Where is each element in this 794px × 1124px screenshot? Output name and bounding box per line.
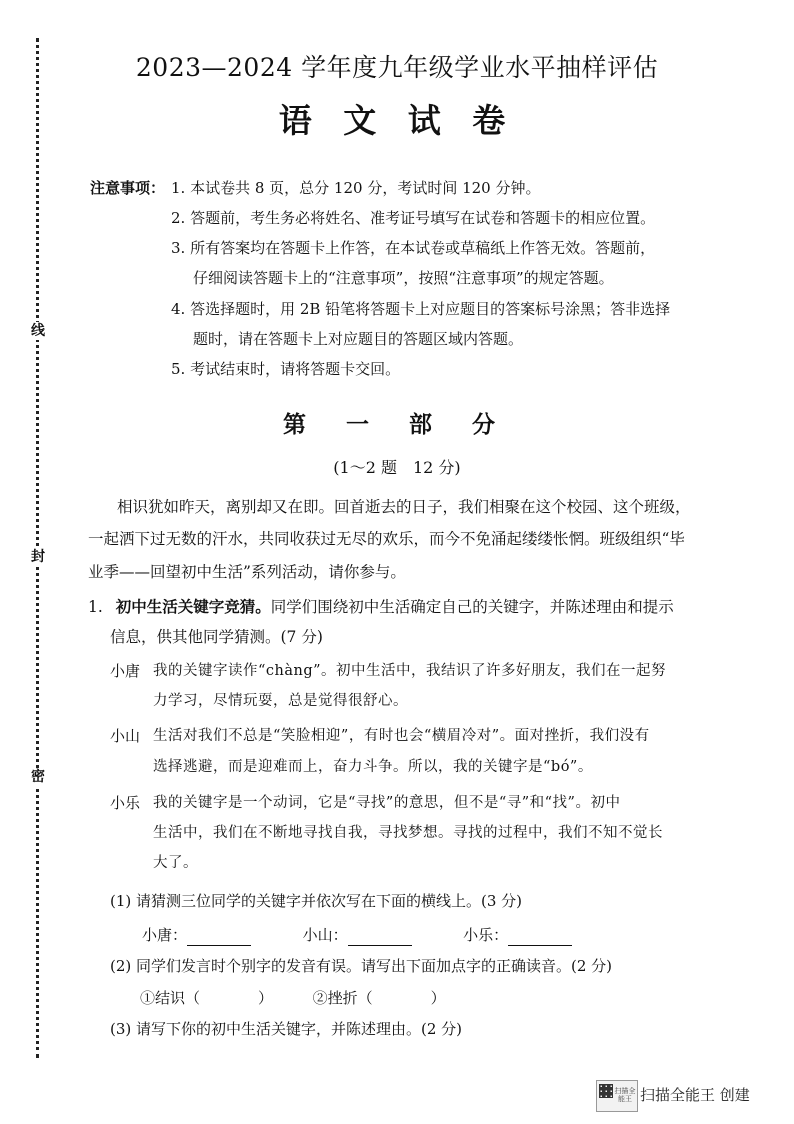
blank-label-xiaoshan: 小山：	[302, 926, 348, 944]
notice-item-1: 1. 本试卷共 8 页，总分 120 分，考试时间 120 分钟。	[171, 179, 541, 197]
logo-text: 扫描全能王	[614, 1087, 636, 1103]
footer-caption: 扫描全能王 创建	[640, 1086, 750, 1104]
speech-line: 大了。	[153, 855, 198, 871]
intro-line-2: 一起洒下过无数的汗水，共同收获过无尽的欢乐，而今不免涌起缕缕怅惘。班级组织“毕	[88, 530, 685, 548]
speech-line: 生活对我们不总是“笑脸相迎”，有时也会“横眉冷对”。面对挫折，我们没有	[153, 728, 650, 744]
pinyin-close-1: ）	[258, 989, 274, 1007]
binding-mark-mi: 密	[31, 769, 45, 785]
pinyin-blanks	[140, 987, 446, 1009]
notice-item-4: 4. 答选择题时，用 2B 铅笔将答题卡上对应题目的答案标号涂黑；答非选择	[171, 300, 671, 318]
question-title: 初中生活关键字竞猜。	[115, 597, 271, 616]
sub-question-2: (2) 同学们发言时个别字的发音有误。请写出下面加点字的正确读音。(2 分)	[110, 957, 613, 975]
speech-line: 我的关键字读作“chàng”。初中生活中，我结识了许多好朋友，我们在一起努	[153, 663, 667, 679]
notice-item-3: 3. 所有答案均在答题卡上作答，在本试卷或草稿纸上作答无效。答题前，	[171, 239, 656, 257]
part-subtitle: (1～2 题 12 分)	[333, 458, 461, 477]
blank-label-xiaole: 小乐：	[463, 926, 509, 944]
part-title: 第 一 部 分	[282, 411, 512, 438]
scanner-logo	[596, 1080, 638, 1112]
intro-line-1: 相识犹如昨天，离别却又在即。回首逝去的日子，我们相聚在这个校园、这个班级，	[117, 498, 691, 516]
speaker-name: 小乐	[110, 794, 141, 812]
pinyin-close-2: ）	[430, 989, 446, 1007]
question-text: 同学们围绕初中生活确定自己的关键字，并陈述理由和提示	[270, 598, 674, 616]
speaker-name: 小唐	[110, 662, 141, 680]
speech-line: 生活中，我们在不断地寻找自我，寻找梦想。寻找的过程中，我们不知不觉长	[153, 825, 663, 841]
sub-question-1: (1) 请猜测三位同学的关键字并依次写在下面的横线上。(3 分)	[110, 892, 523, 910]
speech-line: 我的关键字是一个动词，它是“寻找”的意思，但不是“寻”和“找”。初中	[153, 795, 621, 811]
subject-title: 语 文 试 卷	[278, 101, 516, 140]
exam-title: 2023—2024 学年度九年级学业水平抽样评估	[135, 53, 659, 82]
speech-line: 力学习，尽情玩耍，总是觉得很舒心。	[153, 693, 408, 709]
speaker-name: 小山	[110, 727, 141, 745]
intro-line-3: 业季——回望初中生活”系列活动，请你参与。	[88, 563, 406, 581]
notice-label: 注意事项：	[90, 179, 166, 197]
speech-line: 选择逃避，而是迎难而上，奋力斗争。所以，我的关键字是“bó”。	[153, 759, 593, 775]
question-1-line-2: 信息，供其他同学猜测。(7 分)	[110, 628, 323, 646]
answer-blank-xiaole[interactable]	[508, 929, 572, 946]
answer-blank-group	[142, 924, 572, 946]
answer-blank-xiaotang[interactable]	[187, 929, 251, 946]
notice-item-5: 5. 考试结束时，请将答题卡交回。	[171, 360, 401, 378]
binding-mark-feng: 封	[31, 549, 45, 565]
qr-icon	[599, 1084, 613, 1098]
question-1-line-1	[88, 596, 674, 618]
pinyin-item-2: ②挫折（	[312, 989, 373, 1007]
question-number: 1.	[88, 598, 103, 616]
blank-label-xiaotang: 小唐：	[142, 926, 188, 944]
notice-item-2: 2. 答题前，考生务必将姓名、准考证号填写在试卷和答题卡的相应位置。	[171, 209, 656, 227]
notice-item-3-cont: 仔细阅读答题卡上的“注意事项”，按照“注意事项”的规定答题。	[193, 269, 614, 287]
answer-blank-xiaoshan[interactable]	[348, 929, 412, 946]
notice-item-4-cont: 题时，请在答题卡上对应题目的答题区域内答题。	[193, 330, 524, 348]
sub-question-3: (3) 请写下你的初中生活关键字，并陈述理由。(2 分)	[110, 1020, 463, 1038]
pinyin-item-1: ①结识（	[140, 989, 201, 1007]
binding-mark-xian: 线	[31, 323, 45, 339]
